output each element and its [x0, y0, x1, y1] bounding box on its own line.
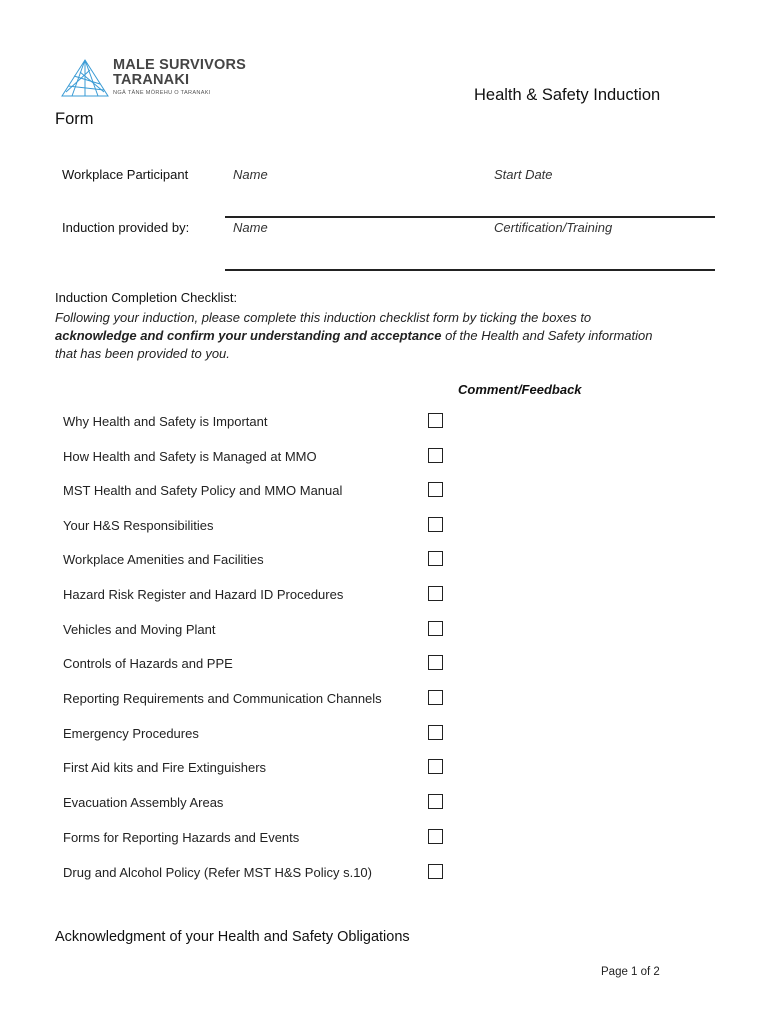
logo-subtitle: TARANAKI [113, 72, 190, 88]
participant-name-label: Name [233, 167, 268, 182]
form-title: Health & Safety Induction [474, 86, 661, 104]
checklist-checkbox[interactable] [428, 448, 443, 463]
checklist-checkbox[interactable] [428, 586, 443, 601]
participant-label: Workplace Participant [62, 167, 189, 182]
checklist-item-label: Hazard Risk Register and Hazard ID Procedures [63, 587, 344, 602]
checklist-instructions [55, 309, 715, 363]
checklist-checkbox[interactable] [428, 482, 443, 497]
induction-provider-label: Induction provided by: [62, 220, 190, 235]
certification-label: Certification/Training [494, 220, 613, 235]
checklist-checkbox[interactable] [428, 864, 443, 879]
checklist-checkbox[interactable] [428, 655, 443, 670]
provider-name-label: Name [233, 220, 268, 235]
checklist-item-label: Evacuation Assembly Areas [63, 795, 224, 810]
checklist-item-label: Reporting Requirements and Communication Channels [63, 691, 382, 706]
start-date-label: Start Date [494, 167, 553, 182]
checklist-heading-colon: : [233, 290, 238, 305]
checklist-heading-text: Induction Completion Checklist [55, 290, 234, 305]
logo-text [113, 58, 246, 96]
checklist-item-label: Emergency Procedures [63, 726, 199, 741]
checklist-checkbox[interactable] [428, 551, 443, 566]
checklist-checkbox[interactable] [428, 725, 443, 740]
checklist-checkbox[interactable] [428, 517, 443, 532]
instructions-line-2-rest: of the Health and Safety information [441, 328, 653, 343]
checklist-checkbox[interactable] [428, 829, 443, 844]
checklist-item-label: Drug and Alcohol Policy (Refer MST H&S Policy s.10) [63, 865, 372, 880]
checklist-checkbox[interactable] [428, 690, 443, 705]
checklist-item-label: How Health and Safety is Managed at MMO [63, 449, 317, 464]
checklist-item-label: Workplace Amenities and Facilities [63, 552, 264, 567]
checklist-checkbox[interactable] [428, 413, 443, 428]
checklist-checkbox[interactable] [428, 794, 443, 809]
checklist-heading [55, 290, 237, 305]
organization-logo [60, 56, 260, 100]
logo-title: MALE SURVIVORS [113, 57, 247, 73]
logo-tagline: NGĀ TĀNE MŌREHU O TARANAKI [113, 90, 211, 96]
instructions-line-1: Following your induction, please complete this induction checklist form by ticking the boxes to [55, 310, 592, 325]
form-title-continued: Form [55, 110, 94, 128]
participant-name-field[interactable] [225, 216, 487, 218]
checklist-item-label: Forms for Reporting Hazards and Events [63, 830, 300, 845]
instructions-line-2 [55, 327, 715, 345]
certification-field[interactable] [487, 269, 715, 271]
triangle-logo-icon [60, 58, 110, 98]
checklist-item-label: Controls of Hazards and PPE [63, 656, 233, 671]
comment-feedback-heading: Comment/Feedback [458, 382, 582, 397]
start-date-field[interactable] [487, 216, 715, 218]
checklist-checkbox[interactable] [428, 621, 443, 636]
provider-name-field[interactable] [225, 269, 487, 271]
checklist-item-label: Vehicles and Moving Plant [63, 622, 216, 637]
checklist-item-label: Your H&S Responsibilities [63, 518, 214, 533]
page-number: Page 1 of 2 [601, 966, 660, 978]
checklist-checkbox[interactable] [428, 759, 443, 774]
checklist-item-label: First Aid kits and Fire Extinguishers [63, 760, 267, 775]
checklist-item-label: Why Health and Safety is Important [63, 414, 268, 429]
acknowledgment-heading: Acknowledgment of your Health and Safety Obligations [55, 929, 410, 945]
instructions-emphasis: acknowledge and confirm your understanding and acceptance [55, 328, 442, 343]
checklist-item-label: MST Health and Safety Policy and MMO Manual [63, 483, 343, 498]
instructions-line-3: that has been provided to you. [55, 346, 230, 361]
